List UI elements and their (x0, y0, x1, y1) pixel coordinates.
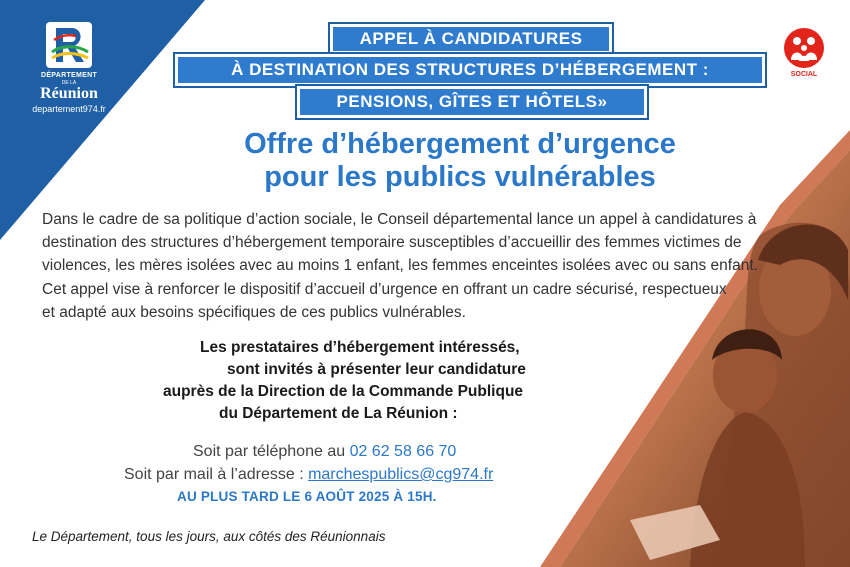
logo-url[interactable]: departement974.fr (32, 104, 106, 114)
phone-row (120, 440, 580, 463)
cta-line: du Département de La Réunion : (219, 405, 458, 422)
social-family-icon (784, 28, 824, 68)
banner-pensions: PENSIONS, GÎTES ET HÔTELS» (297, 86, 647, 118)
cta-line: Les prestataires d’hébergement intéressés, (200, 339, 520, 356)
call-to-action (130, 337, 650, 425)
cta-line: sont invités à présenter leur candidature (227, 361, 526, 378)
mail-prefix: Soit par mail à l’adresse : (124, 466, 309, 483)
social-badge (782, 28, 826, 78)
reunion-r-logo-icon (46, 22, 92, 68)
footer-tagline: Le Département, tous les jours, aux côtés des Réunionnais (32, 529, 386, 544)
phone-link[interactable]: 02 62 58 66 70 (349, 443, 457, 460)
deadline-text: AU PLUS TARD LE 6 AOÛT 2025 À 15H. (177, 489, 437, 504)
cta-line: auprès de la Direction de la Commande Publique (163, 383, 524, 400)
body-line: violences, les mères isolées avec au moins 1 enfant, les femmes enceintes isolées avec ou sans enfant. (42, 257, 758, 275)
title-line-2: pour les publics vulnérables (264, 161, 656, 193)
page-title (150, 128, 770, 194)
title-line-1: Offre d’hébergement d’urgence (244, 128, 676, 160)
phone-prefix: Soit par téléphone au (193, 443, 350, 460)
banner-destination: À DESTINATION DES STRUCTURES D’HÉBERGEMENT : (175, 54, 765, 86)
email-link[interactable]: marchespublics@cg974.fr (308, 466, 494, 483)
intro-paragraph (42, 208, 802, 324)
departement-logo[interactable] (24, 22, 114, 114)
contact-info (120, 440, 580, 486)
body-line: destination des structures d’hébergement temporaire susceptibles d’accueillir des femmes victimes de (42, 234, 742, 252)
logo-departement-text: DÉPARTEMENT (40, 72, 98, 79)
logo-reunion-text: Réunion (40, 85, 98, 102)
body-line: Cet appel vise à renforcer le dispositif d’accueil d’urgence en offrant un cadre sécurisé, respectueux (42, 280, 727, 298)
body-line: Dans le cadre de sa politique d’action sociale, le Conseil départemental lance un appel à candidatures à (42, 211, 757, 228)
mail-row (120, 463, 580, 486)
banner-appel-candidatures: APPEL À CANDIDATURES (330, 24, 612, 54)
social-label: SOCIAL (790, 71, 818, 78)
body-line: et adapté aux besoins spécifiques de ces publics vulnérables. (42, 303, 466, 321)
logo-dela-text: DE LA (61, 80, 77, 86)
